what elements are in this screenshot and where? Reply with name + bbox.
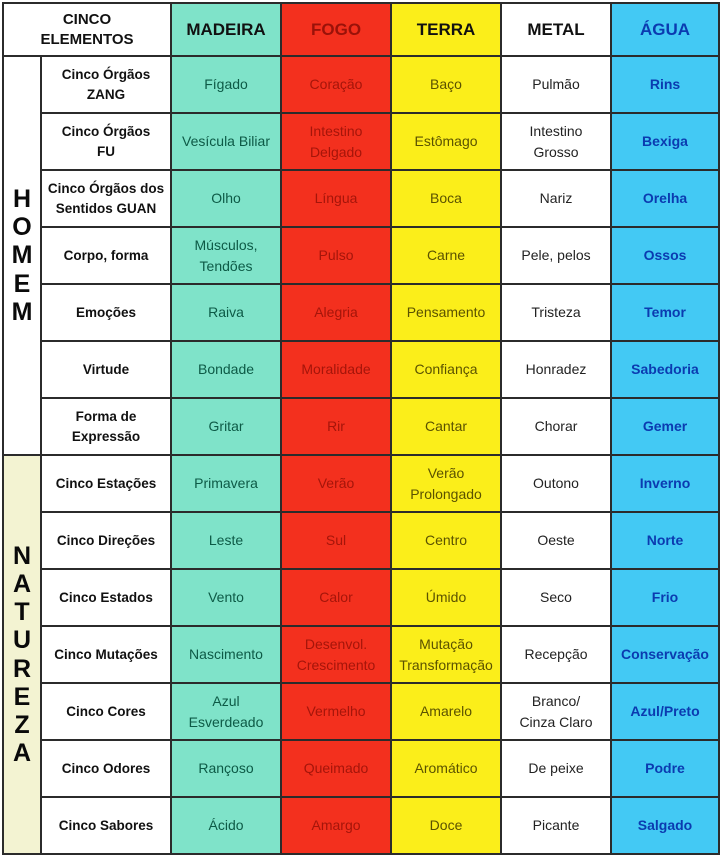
side-label-natureza — [3, 455, 41, 854]
cell-madeira — [171, 797, 281, 854]
cell-agua — [611, 284, 719, 341]
cell-line: Orelha — [642, 190, 688, 206]
side-label-homem — [3, 56, 41, 455]
table-row — [3, 569, 719, 626]
cell-line: Amargo — [311, 817, 361, 833]
table-body — [3, 56, 719, 854]
cell-metal — [501, 113, 611, 170]
row-label — [41, 284, 171, 341]
cell-metal — [501, 170, 611, 227]
row-label-line: Cinco Mutações — [54, 646, 158, 662]
table-row — [3, 56, 719, 113]
cell-fogo — [281, 170, 391, 227]
side-letter: R — [12, 654, 32, 683]
cell-madeira — [171, 512, 281, 569]
side-letter: U — [12, 626, 32, 655]
cell-terra — [391, 455, 501, 512]
cell-metal — [501, 512, 611, 569]
cell-line: Grosso — [533, 143, 579, 160]
cell-line: Centro — [425, 532, 468, 548]
row-label-line: Corpo, forma — [63, 247, 149, 263]
row-label — [41, 569, 171, 626]
cell-fogo — [281, 113, 391, 170]
cell-line: Carne — [426, 247, 466, 263]
cell-agua — [611, 626, 719, 683]
corner-line: CINCO — [62, 11, 112, 28]
row-label-line: Cinco Órgãos — [61, 123, 151, 139]
cell-agua — [611, 398, 719, 455]
column-header-madeira: MADEIRA — [171, 3, 281, 56]
cell-agua — [611, 56, 719, 113]
cell-line: Recepção — [524, 646, 588, 662]
cell-line: Gemer — [642, 418, 688, 434]
cell-fogo — [281, 569, 391, 626]
five-elements-table — [2, 2, 720, 855]
cell-line: Tristeza — [531, 304, 581, 320]
cell-fogo — [281, 398, 391, 455]
cell-madeira — [171, 740, 281, 797]
side-letters — [4, 185, 40, 326]
cell-agua — [611, 227, 719, 284]
side-letter: E — [13, 269, 31, 298]
column-header-agua: ÁGUA — [611, 3, 719, 56]
cell-line: Queimado — [303, 760, 369, 776]
cell-line: Leste — [208, 532, 244, 548]
cell-line: Intestino — [529, 122, 583, 139]
table-row — [3, 341, 719, 398]
column-header-fogo: FOGO — [281, 3, 391, 56]
side-letter: M — [11, 241, 33, 270]
cell-metal — [501, 797, 611, 854]
cell-line: Vento — [208, 589, 244, 605]
cell-metal — [501, 56, 611, 113]
cell-madeira — [171, 569, 281, 626]
cell-line: Temor — [644, 304, 686, 320]
side-letters — [4, 542, 40, 768]
cell-fogo — [281, 284, 391, 341]
table-row — [3, 284, 719, 341]
cell-line: Calor — [319, 589, 353, 605]
cell-metal — [501, 683, 611, 740]
cell-line: Bexiga — [642, 133, 688, 149]
row-label — [41, 797, 171, 854]
cell-line: Coração — [309, 76, 363, 92]
table-row — [3, 797, 719, 854]
cell-line: Cinza Claro — [519, 713, 593, 730]
column-header-terra: TERRA — [391, 3, 501, 56]
cell-line: Azul/Preto — [630, 703, 700, 719]
cell-line: Sabedoria — [631, 361, 699, 377]
cell-madeira — [171, 227, 281, 284]
table-row — [3, 170, 719, 227]
cell-line: Honradez — [525, 361, 587, 377]
cell-terra — [391, 113, 501, 170]
cell-line: Inverno — [639, 475, 691, 491]
cell-madeira — [171, 455, 281, 512]
cell-line: Moralidade — [301, 361, 371, 377]
cell-agua — [611, 569, 719, 626]
cell-line: Olho — [211, 190, 241, 206]
cell-terra — [391, 398, 501, 455]
row-label-line: Cinco Órgãos — [61, 66, 151, 82]
cell-line: Rançoso — [198, 760, 254, 776]
cell-fogo — [281, 797, 391, 854]
cell-line: Salgado — [637, 817, 693, 833]
cell-madeira — [171, 113, 281, 170]
cell-terra — [391, 797, 501, 854]
corner-header — [3, 3, 171, 56]
table-row — [3, 113, 719, 170]
row-label — [41, 740, 171, 797]
cell-line: Gritar — [208, 418, 244, 434]
row-label-line: Cinco Sabores — [58, 817, 154, 833]
cell-agua — [611, 170, 719, 227]
cell-line: Raiva — [208, 304, 244, 320]
cell-fogo — [281, 341, 391, 398]
table-row — [3, 626, 719, 683]
table-row — [3, 398, 719, 455]
cell-line: Músculos, — [194, 236, 258, 253]
cell-line: Pensamento — [406, 304, 486, 320]
row-label — [41, 455, 171, 512]
cell-line: Doce — [429, 817, 463, 833]
cell-line: Fígado — [204, 76, 248, 92]
cell-line: Chorar — [534, 418, 578, 434]
row-label-line: Virtude — [82, 361, 130, 377]
row-label-line: Cinco Direções — [56, 532, 156, 548]
cell-line: Verão — [317, 475, 355, 491]
cell-line: Conservação — [621, 646, 709, 662]
cell-metal — [501, 284, 611, 341]
cell-line: De peixe — [528, 760, 584, 776]
table-row — [3, 227, 719, 284]
cell-line: Ácido — [208, 817, 244, 833]
cell-madeira — [171, 341, 281, 398]
cell-line: Outono — [533, 475, 579, 491]
row-label — [41, 227, 171, 284]
cell-fogo — [281, 626, 391, 683]
cell-line: Azul — [212, 692, 240, 709]
cell-madeira — [171, 683, 281, 740]
side-letter: T — [14, 598, 30, 626]
cell-terra — [391, 170, 501, 227]
cell-line: Esverdeado — [188, 713, 264, 730]
row-label — [41, 56, 171, 113]
cell-line: Confiança — [414, 361, 478, 377]
side-letter: A — [12, 739, 32, 768]
cell-fogo — [281, 455, 391, 512]
row-label — [41, 398, 171, 455]
cell-line: Verão — [427, 464, 465, 481]
table-row — [3, 740, 719, 797]
cell-line: Vermelho — [306, 703, 366, 719]
cell-terra — [391, 341, 501, 398]
cell-line: Rir — [327, 418, 345, 434]
cell-line: Bondade — [197, 361, 255, 377]
cell-agua — [611, 512, 719, 569]
cell-agua — [611, 341, 719, 398]
cell-line: Vesícula Biliar — [182, 133, 270, 149]
cell-metal — [501, 740, 611, 797]
cell-metal — [501, 227, 611, 284]
cell-metal — [501, 398, 611, 455]
column-header-metal: METAL — [501, 3, 611, 56]
cell-line: Aromático — [414, 760, 478, 776]
table-row — [3, 512, 719, 569]
cell-line: Alegria — [314, 304, 358, 320]
cell-agua — [611, 683, 719, 740]
row-label-line: ZANG — [86, 86, 126, 102]
cell-line: Sul — [325, 532, 347, 548]
row-label — [41, 626, 171, 683]
cell-line: Ossos — [643, 247, 687, 263]
header-row — [3, 3, 719, 56]
cell-madeira — [171, 284, 281, 341]
cell-line: Branco/ — [531, 692, 581, 709]
cell-line: Baço — [430, 76, 462, 92]
cell-fogo — [281, 56, 391, 113]
row-label-line: Cinco Órgãos dos — [47, 180, 165, 196]
cell-line: Intestino — [309, 122, 363, 139]
row-label — [41, 512, 171, 569]
side-letter: M — [11, 297, 33, 326]
cell-terra — [391, 683, 501, 740]
cell-madeira — [171, 626, 281, 683]
cell-fogo — [281, 227, 391, 284]
cell-agua — [611, 455, 719, 512]
five-elements-table-wrapper — [2, 2, 718, 851]
cell-line: Cantar — [425, 418, 468, 434]
row-label-line: FU — [97, 143, 115, 159]
side-letter: Z — [14, 711, 30, 739]
table-row — [3, 455, 719, 512]
cell-madeira — [171, 170, 281, 227]
row-label — [41, 341, 171, 398]
cell-line: Oeste — [537, 532, 575, 548]
cell-line: Tendões — [199, 257, 253, 274]
cell-line: Desenvol. — [304, 635, 368, 652]
cell-line: Podre — [645, 760, 685, 776]
cell-line: Pulmão — [532, 76, 580, 92]
side-letter: A — [12, 569, 32, 598]
cell-terra — [391, 284, 501, 341]
row-label — [41, 170, 171, 227]
row-label-line: Forma de — [75, 408, 137, 424]
side-letter: H — [12, 184, 32, 213]
side-letter: N — [12, 541, 32, 570]
cell-line: Mutação — [419, 635, 473, 652]
row-label-line: Cinco Estados — [59, 589, 153, 605]
cell-metal — [501, 455, 611, 512]
cell-fogo — [281, 512, 391, 569]
row-label-line: Cinco Cores — [66, 703, 146, 719]
cell-agua — [611, 797, 719, 854]
corner-line: ELEMENTOS — [40, 30, 134, 48]
cell-line: Norte — [646, 532, 684, 548]
cell-line: Prolongado — [410, 485, 482, 502]
cell-line: Pele, pelos — [521, 247, 591, 263]
cell-fogo — [281, 683, 391, 740]
cell-line: Crescimento — [296, 656, 376, 673]
cell-line: Rins — [649, 76, 681, 92]
row-label-line: Cinco Odores — [61, 760, 151, 776]
row-label-line: Emoções — [75, 304, 137, 320]
cell-agua — [611, 113, 719, 170]
cell-line: Nariz — [539, 190, 573, 206]
side-letter: O — [12, 213, 32, 242]
cell-line: Língua — [314, 190, 358, 206]
cell-madeira — [171, 56, 281, 113]
cell-terra — [391, 740, 501, 797]
cell-terra — [391, 56, 501, 113]
cell-line: Pulso — [318, 247, 354, 263]
cell-metal — [501, 569, 611, 626]
cell-terra — [391, 512, 501, 569]
cell-line: Amarelo — [419, 703, 473, 719]
cell-terra — [391, 626, 501, 683]
cell-line: Estômago — [414, 133, 478, 149]
row-label — [41, 683, 171, 740]
cell-agua — [611, 740, 719, 797]
cell-terra — [391, 227, 501, 284]
row-label-line: Sentidos GUAN — [55, 200, 157, 216]
row-label — [41, 113, 171, 170]
cell-metal — [501, 626, 611, 683]
cell-line: Boca — [430, 190, 462, 206]
table-row — [3, 683, 719, 740]
cell-line: Seco — [540, 589, 572, 605]
cell-line: Primavera — [194, 475, 258, 491]
cell-line: Picante — [532, 817, 580, 833]
cell-metal — [501, 341, 611, 398]
row-label-line: Cinco Estações — [55, 475, 157, 491]
cell-line: Nascimento — [189, 646, 263, 662]
cell-line: Transformação — [399, 656, 493, 673]
cell-line: Delgado — [309, 143, 363, 160]
side-letter: E — [13, 682, 31, 711]
cell-terra — [391, 569, 501, 626]
cell-fogo — [281, 740, 391, 797]
cell-line: Úmido — [425, 589, 467, 605]
cell-madeira — [171, 398, 281, 455]
row-label-line: Expressão — [71, 428, 141, 444]
cell-line: Frio — [651, 589, 679, 605]
